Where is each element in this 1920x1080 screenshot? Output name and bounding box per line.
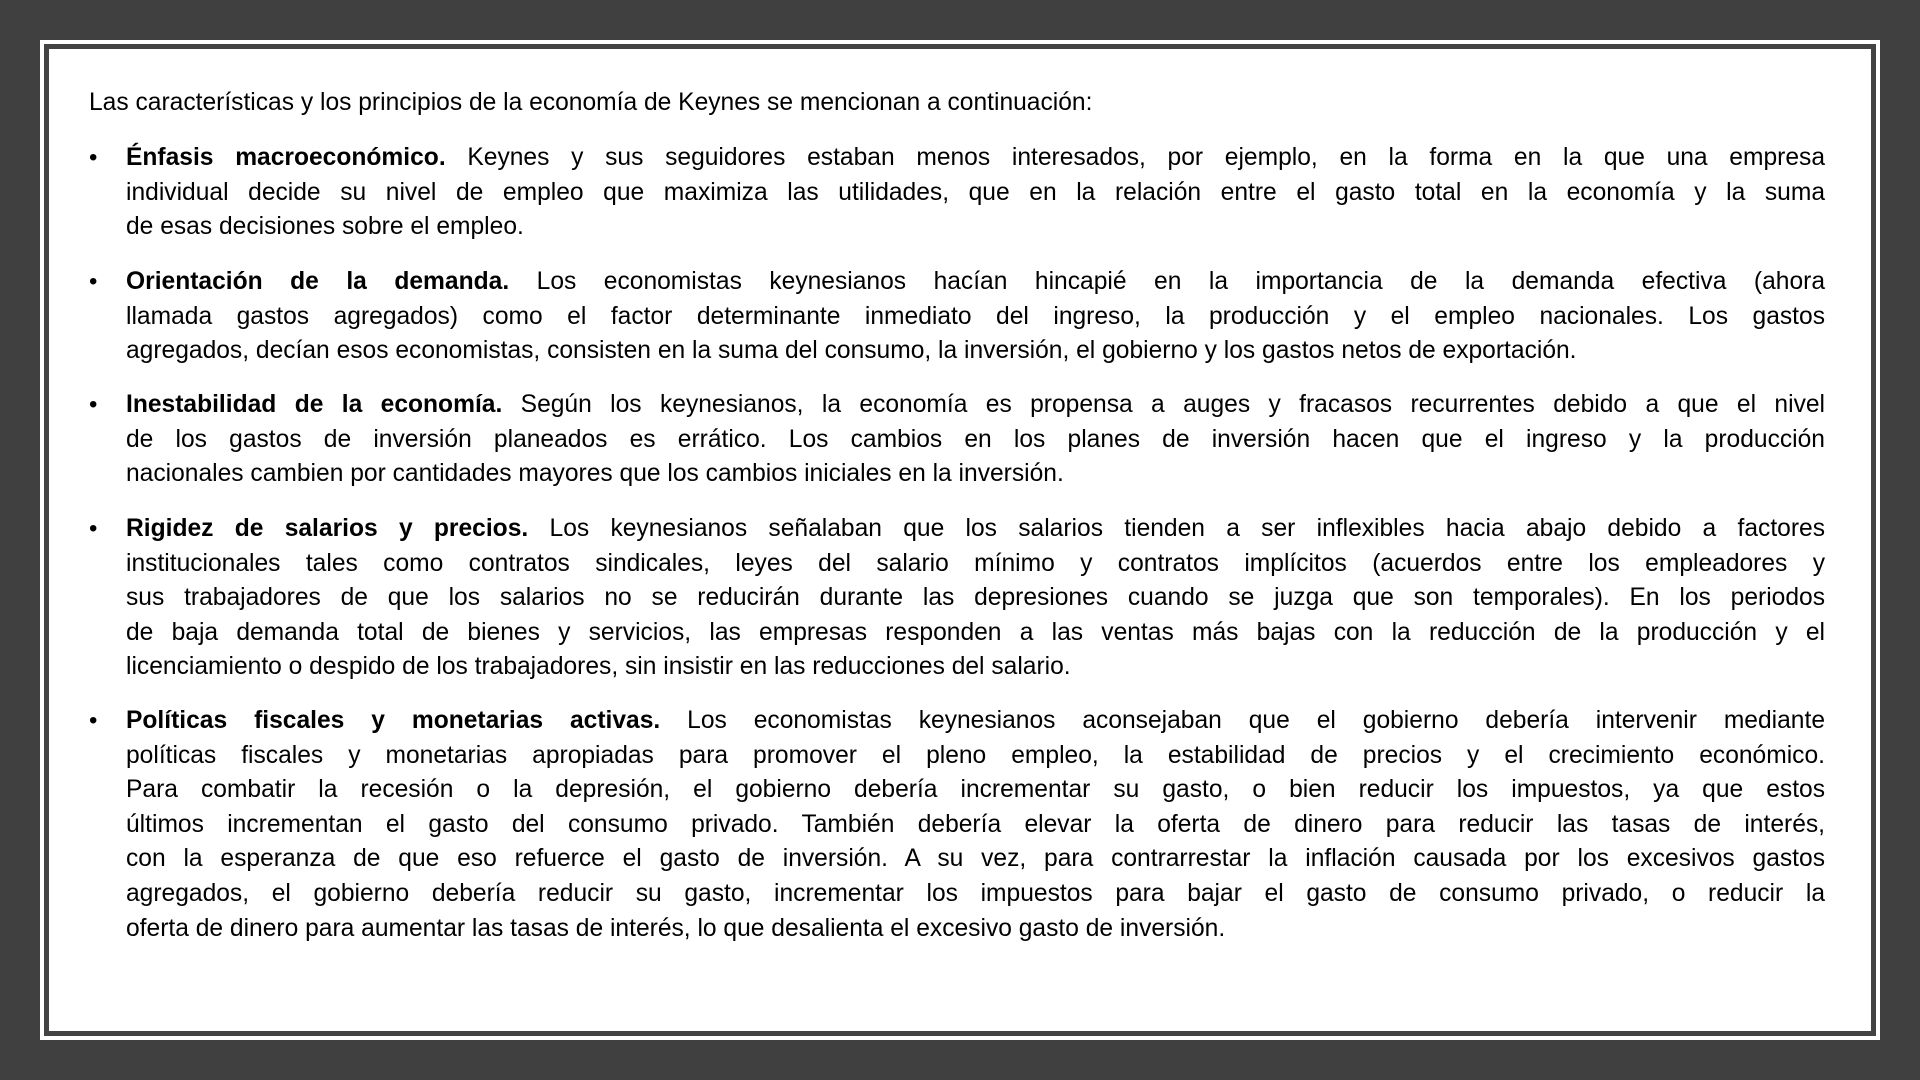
text-line: licenciamiento o despido de los trabajadores, sin insistir en las reducciones del salario. (126, 653, 1071, 681)
text-line: Rigidez de salarios y precios. Los keynesianos señalaban que los salarios tienden a ser inflexibles hacia abajo debido a factores (126, 515, 1825, 542)
text-line: agregados, el gobierno debería reducir su gasto, incrementar los impuestos para bajar el gasto de consumo privado, o reducir la (126, 879, 1825, 907)
bullet-dot-icon: • (89, 515, 98, 542)
text-line: de baja demanda total de bienes y servicios, las empresas responden a las ventas más bajas con la reducción de la producción y el (126, 618, 1825, 646)
text-line: agregados, decían esos economistas, consisten en la suma del consumo, la inversión, el gobierno y los gastos netos de exportación. (126, 337, 1577, 365)
bullet-text (126, 512, 1825, 685)
bullet-term: Orientación de la demanda. (126, 268, 510, 295)
text-line: últimos incrementan el gasto del consumo privado. También debería elevar la oferta de dinero para reducir las tasas de interés, (126, 810, 1825, 838)
bullet-term: Inestabilidad de la economía. (126, 391, 503, 418)
text-line: Inestabilidad de la economía. Según los keynesianos, la economía es propensa a auges y fracasos recurrentes debido a que el nivel (126, 391, 1826, 418)
bullet-dot-icon: • (89, 707, 98, 734)
text-line: oferta de dinero para aumentar las tasas de interés, lo que desalienta el excesivo gasto de inversión. (126, 914, 1226, 942)
text-line: de los gastos de inversión planeados es errático. Los cambios en los planes de inversión hacen que el ingreso y la producción (126, 425, 1825, 453)
bullet-dot-icon: • (89, 144, 98, 171)
bullet-dot-icon: • (89, 268, 98, 295)
text-line: individual decide su nivel de empleo que maximiza las utilidades, que en la relación entre el gasto total en la economía y la suma (126, 178, 1825, 206)
bullet-term: Énfasis macroeconómico. (126, 144, 446, 171)
intro-paragraph: Las características y los principios de la economía de Keynes se mencionan a continuación: (89, 89, 1093, 116)
text-line: llamada gastos agregados) como el factor determinante inmediato del ingreso, la producción y el empleo nacionales. Los gastos (126, 302, 1825, 330)
text-line: Para combatir la recesión o la depresión, el gobierno debería incrementar su gasto, o bien reducir los impuestos, ya que estos (126, 776, 1825, 804)
text-line: Orientación de la demanda. Los economistas keynesianos hacían hincapié en la importancia de la demanda efectiva (ahora (126, 268, 1825, 295)
text-line: institucionales tales como contratos sindicales, leyes del salario mínimo y contratos implícitos (acuerdos entre los empleadores y (126, 549, 1825, 577)
bullet-term: Políticas fiscales y monetarias activas. (126, 707, 661, 734)
bullet-text (126, 704, 1825, 946)
bullet-term: Rigidez de salarios y precios. (126, 515, 529, 542)
text-line: Énfasis macroeconómico. Keynes y sus seguidores estaban menos interesados, por ejemplo, en la forma en la que una empresa (126, 144, 1825, 171)
text-line: políticas fiscales y monetarias apropiadas para promover el pleno empleo, la estabilidad de precios y el crecimiento económico. (126, 741, 1825, 769)
text-line: con la esperanza de que eso refuerce el gasto de inversión. A su vez, para contrarrestar la inflación causada por los excesivos gastos (126, 845, 1825, 873)
bullet-dot-icon: • (89, 391, 98, 418)
text-line: de esas decisiones sobre el empleo. (126, 213, 524, 241)
text-line: sus trabajadores de que los salarios no se reducirán durante las depresiones cuando se juzga que son temporales). En los periodos (126, 584, 1825, 612)
bullet-text (126, 388, 1825, 492)
bullet-text (126, 141, 1825, 245)
text-line: Políticas fiscales y monetarias activas. Los economistas keynesianos aconsejaban que el gobierno debería intervenir mediante (126, 707, 1825, 734)
text-line: nacionales cambien por cantidades mayores que los cambios iniciales en la inversión. (126, 460, 1064, 488)
bullet-text (126, 265, 1825, 369)
